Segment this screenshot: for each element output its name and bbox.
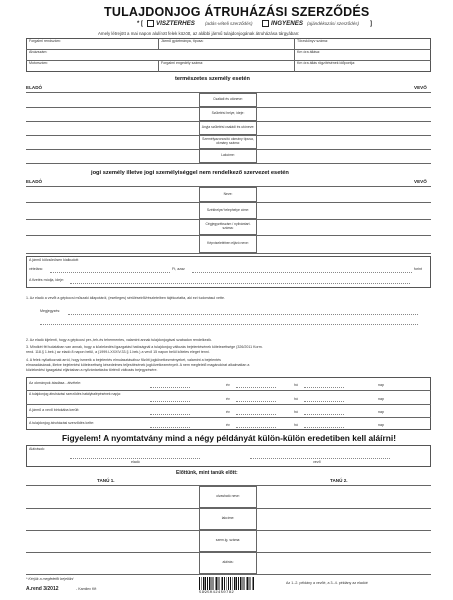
odometer-label: Km óra állása: [297, 50, 320, 54]
date-row-1-field[interactable] [150, 379, 390, 389]
witness-2-label: TANÚ 2. [330, 478, 348, 483]
date-row-3-label: A jármű a vevő birtokába került: [29, 408, 80, 412]
witness-1-label: TANÚ 1. [97, 478, 115, 483]
price-field[interactable] [50, 264, 170, 272]
license-number-label: Forgalmi engedély száma: [161, 61, 204, 65]
r4-ho: hó [294, 423, 298, 427]
legal-buyer-label: VEVŐ [414, 179, 427, 184]
buyer-signature-caption: vevő [313, 460, 321, 464]
r2-nap: nap [378, 397, 384, 401]
footer-note: * Kérjük a megfelelőt bejelölni [26, 577, 74, 581]
r1-ho: hó [294, 383, 298, 387]
plate-label: Forgalmi rendszám: [29, 39, 61, 43]
np-birth-label: Születési helye, ideje: [199, 107, 257, 121]
barcode-number: 5995042450782 [199, 591, 235, 595]
footer-form-id: A.rend 3/2012 [26, 586, 59, 592]
chassis-field[interactable] [60, 49, 292, 60]
ingyenes-hint: (ajándékozási szerződés) [307, 21, 360, 26]
engine-number-label: Motorszám: [29, 61, 48, 65]
r2-ho: hó [294, 397, 298, 401]
viszterhes-label: VISZTERHES [156, 20, 195, 27]
r3-ho: hó [294, 410, 298, 414]
clause-4-line1: 4. A felek nyilatkoznak arról, hogy ismerik a bejelentés elmulasztásához fűzött jogkövetkezményeket, valamint a bejelentés [26, 358, 221, 362]
lp-name-label: Neve: [199, 187, 257, 202]
date-row-4-field[interactable] [150, 419, 390, 429]
date-row-2-field[interactable] [150, 392, 390, 402]
r1-ev: év [226, 383, 230, 387]
chassis-label: Alvázszám: [29, 50, 48, 54]
np-id-label: Személyazonosító okmány típusa, okmány száma: [199, 135, 257, 149]
contract-type-prefix: * [ [137, 21, 143, 27]
payment-label: A fizetés módja, ideje: [29, 278, 64, 282]
witness-2-fields[interactable] [258, 486, 430, 574]
remark-field[interactable] [68, 306, 418, 324]
payment-field[interactable] [70, 275, 410, 283]
np-buyer-fields[interactable] [258, 93, 430, 163]
price-ft-label: Ft, azaz [172, 267, 185, 271]
clause-2: 2. Az eladó kijelenti, hogy a gépkocsi per-,teh-és tehermentes, valamint annak tulajdonjogával szabadon rendelkezik. [26, 338, 212, 342]
r3-ev: év [226, 410, 230, 414]
make-type-field[interactable] [220, 38, 292, 49]
ingyenes-label: INGYENES [271, 20, 303, 27]
w-address-label: lakcíme: [199, 508, 257, 530]
seller-signature-field[interactable] [70, 448, 200, 458]
lp-representative-label: Képviseletében eljáró neve: [199, 235, 257, 253]
plate-field[interactable] [60, 38, 156, 49]
document-title: TULAJDONJOG ÁTRUHÁZÁSI SZERZŐDÉS [104, 5, 370, 19]
date-row-2-label: A tulajdonjog átruházási szerződés hatálybalépésének napja: [29, 392, 121, 396]
legal-person-heading: jogi személy illetve jogi személyiséggel nem rendelkező szervezet esetén [91, 170, 289, 176]
odometer-date-label: Km óra állás rögzítésének időpontja: [297, 61, 356, 65]
seller-signature-caption: eladó [131, 460, 140, 464]
intro-text: Amely létrejött a mai napon alulírott felek között, az alábbi jármű tulajdonjogának átruházása tárgyában: [98, 31, 300, 36]
np-address-label: Lakcíme: [199, 149, 257, 163]
buyer-signature-field[interactable] [250, 448, 390, 458]
clause-4-line3: közlekedési igazgatási eljárásban a nyilvántartásba történő változás bejegyzésére. [26, 368, 158, 372]
w-signature-label: aláírás: [199, 552, 257, 574]
price-forint-label: forint [414, 267, 422, 271]
date-row-3-field[interactable] [150, 406, 390, 416]
price-words-field[interactable] [192, 264, 412, 272]
legal-seller-label: ELADÓ [26, 179, 43, 184]
w-name-label: olvasható neve: [199, 486, 257, 508]
natural-buyer-label: VEVŐ [414, 85, 427, 90]
r4-nap: nap [378, 423, 384, 427]
witness-1-fields[interactable] [26, 486, 198, 574]
date-row-1-label: Az okmányok átadása - átvétele: [29, 381, 82, 385]
natural-seller-label: ELADÓ [26, 85, 43, 90]
registration-book-label: Törzskönyv száma: [297, 39, 328, 43]
lp-registry-label: Cégjegyzékszám / nyilvántart. száma: [199, 219, 257, 235]
r1-nap: nap [378, 383, 384, 387]
lp-seller-fields[interactable] [26, 187, 198, 253]
odometer-field[interactable] [340, 49, 430, 60]
np-mother-label: Anyja születési családi és utóneve: [199, 121, 257, 135]
np-seller-fields[interactable] [26, 93, 198, 163]
price-label: vételára: [29, 267, 43, 271]
lp-seat-label: Székhelye/ telephelye címe: [199, 202, 257, 219]
witnesses-heading: Előttünk, mint tanúk előtt: [176, 470, 238, 476]
clause-3-line2: rend. 118.§ 1.bek.) az eladó 8 napon belül, a (1999.LXXXIV.33.§ 1.bek.) a vevő 15 napon belül köteles eleget tenni. [26, 350, 210, 354]
natural-person-heading: természetes személy esetén [175, 76, 250, 82]
signatures-label: Aláírások: [29, 447, 45, 451]
lp-buyer-fields[interactable] [258, 187, 430, 253]
clause-1: 1. Az eladó a vevőt a gépkocsi műszaki állapotáról, (esetleges) sérüléseiről/részleteiben tájékoztatta, aki ezt tudomásul vette. [26, 296, 225, 300]
ingyenes-checkbox[interactable] [262, 20, 269, 27]
price-intro: A jármű kölcsönösen kialkudott [29, 258, 79, 262]
sign-warning: Figyelem! A nyomtatvány mind a négy példányát külön-külön eredetiben kell aláírni! [62, 433, 396, 443]
clause-1-remark-label: Megjegyzés: [40, 309, 61, 313]
np-name-label: Családi és utóneve: [199, 93, 257, 107]
barcode-graphic [199, 577, 255, 590]
make-type-label: Jármű gyártmánya, típusa: [161, 39, 204, 43]
r2-ev: év [226, 397, 230, 401]
footer-publisher: - Kamilex Kft [76, 587, 97, 591]
date-row-4-label: A tulajdonjog átruházási szerződés kelte: [29, 421, 95, 425]
viszterhes-checkbox[interactable] [147, 20, 154, 27]
contract-type-suffix: ] [370, 21, 372, 27]
clause-3-line1: 3. Mindkét fél tudatában van annak, hogy a közlekedési igazgatási hatóságnál a tulajdonjog változás bejelentésének kötelezettsége (326/2011 Korm. [26, 345, 263, 349]
r3-nap: nap [378, 410, 384, 414]
footer-copies: Az 1.-2. példány a vevőé, a 3.-4. példány az eladóé [286, 581, 368, 585]
clause-4-line2: elmaradásának, illetve bejelentési kötelezettség késedelmes teljesítésének jogkövetkezményeit. A nem megfelelő magánokirat alkalmatlan a [26, 363, 250, 367]
r4-ev: év [226, 423, 230, 427]
viszterhes-hint: (adás-vételi szerződés) [205, 21, 253, 26]
w-id-label: szem.ig. száma: [199, 530, 257, 552]
